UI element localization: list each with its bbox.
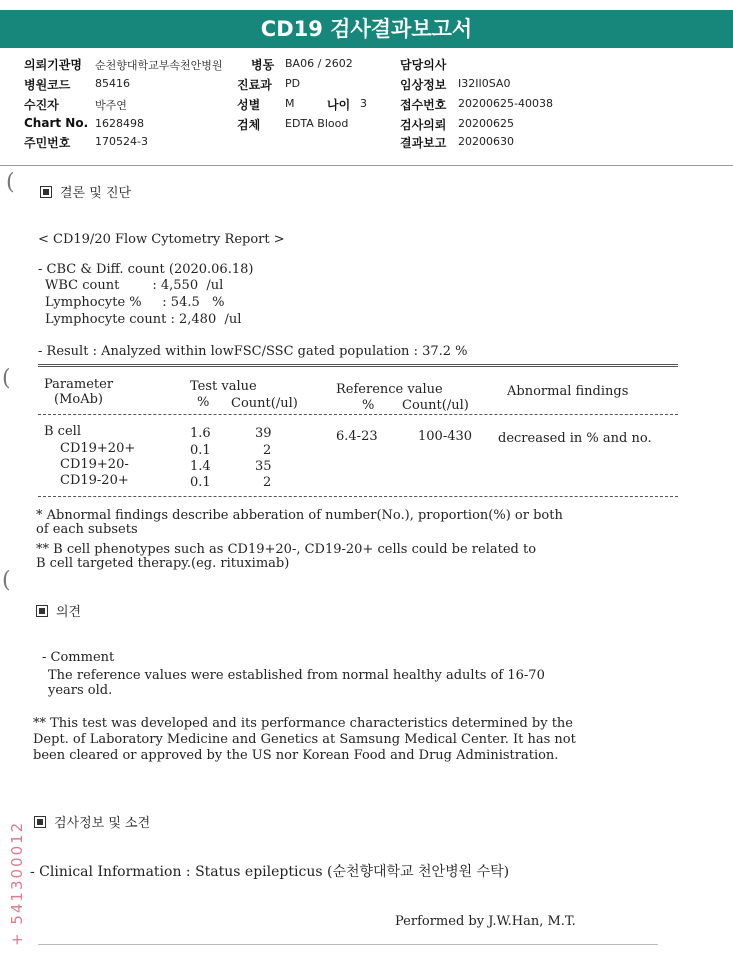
disclaimer-line-2: Dept. of Laboratory Medicine and Genetics at Samsung Medical Center. It has not [33,732,576,747]
th-test-value: Test value [190,379,257,394]
patient-header [0,48,733,166]
report-heading: < CD19/20 Flow Cytometry Report > [38,232,285,247]
comment-line-2: years old. [48,683,113,698]
row-b-cell-pct: 1.6 [190,426,211,441]
th-ref-pct: % [362,398,375,413]
row-cd19n20p-param: CD19-20+ [60,473,129,488]
dashed-rule [38,414,678,415]
th-test-pct: % [197,395,210,410]
ward-label: 병동 [251,58,275,72]
row-b-cell-ref-count: 100-430 [418,429,473,444]
th-moab: (MoAb) [54,392,103,407]
report-date-label: 결과보고 [400,136,447,150]
dept-label: 진료과 [237,78,272,92]
note-2-cont: B cell targeted therapy.(eg. rituximab) [36,556,290,571]
resident-no-label: 주민번호 [24,136,71,150]
th-abnormal: Abnormal findings [507,384,629,399]
clinical-info-label: 임상정보 [400,78,447,92]
section-opinion-label: 의견 [56,605,82,620]
dashed-rule [38,496,678,497]
resident-no-value: 170524-3 [95,135,148,148]
row-cd19n20p-pct: 0.1 [190,475,211,490]
disclaimer-line-3: been cleared or approved by the US nor Korean Food and Drug Administration. [33,748,559,763]
scan-mark: ( [2,568,11,593]
note-1-cont: of each subsets [36,522,138,537]
cbc-title: - CBC & Diff. count (2020.06.18) [38,262,254,277]
section-opinion [36,601,81,620]
lymphocyte-percent: Lymphocyte % : 54.5 % [45,295,225,310]
report-title: CD19 검사결과보고서 [0,10,733,48]
ward-value: BA06 / 2602 [285,57,353,70]
specimen-label: 검체 [237,118,261,132]
patient-label: 수진자 [24,98,59,112]
note-2: ** B cell phenotypes such as CD19+20-, CD19-20+ cells could be related to [36,542,537,557]
row-cd19p20p-pct: 0.1 [190,443,211,458]
section-exam-info [34,812,150,831]
doctor-label: 담당의사 [400,58,447,72]
report-date-value: 20200630 [458,135,514,148]
specimen-value: EDTA Blood [285,117,349,130]
row-cd19p20n-count: 35 [255,459,272,474]
section-square-icon [36,605,48,617]
scan-mark: ( [6,170,15,195]
comment-line-1: The reference values were established from normal healthy adults of 16-70 [48,668,545,683]
section-square-icon [34,816,46,828]
receipt-no-value: 20200625-40038 [458,97,553,110]
lymphocyte-count: Lymphocyte count : 2,480 /ul [45,312,242,327]
hospital-code-value: 85416 [95,77,130,90]
sex-label: 성별 [237,98,261,112]
hospital-code-label: 병원코드 [24,78,71,92]
row-b-cell-ref-pct: 6.4-23 [336,429,378,444]
th-parameter: Parameter [44,377,114,392]
row-b-cell-param: B cell [44,424,81,439]
chart-no-label: Chart No. [24,116,89,130]
row-cd19p20p-param: CD19+20+ [60,441,136,456]
row-b-cell-finding: decreased in % and no. [498,431,652,446]
institution-value: 순천향대학교부속천안병원 [95,59,223,72]
section-conclusion [40,182,131,201]
note-1: * Abnormal findings describe abberation of number(No.), proportion(%) or both [36,508,563,523]
institution-label: 의뢰기관명 [24,58,82,72]
clinical-information: - Clinical Information : Status epilepticus (순천향대학교 천안병원 수탁) [30,864,510,880]
th-ref-count: Count(/ul) [402,398,469,413]
th-ref-value: Reference value [336,382,443,397]
request-date-value: 20200625 [458,117,514,130]
chart-no-value: 1628498 [95,117,144,130]
scanned-report [0,166,733,957]
section-square-icon [40,186,52,198]
age-label: 나이 [327,98,351,112]
patient-value: 박주연 [95,99,127,112]
double-rule [38,364,678,367]
performed-by: Performed by J.W.Han, M.T. [395,914,576,929]
section-conclusion-label: 결론 및 진단 [60,186,132,201]
wbc-count: WBC count : 4,550 /ul [45,278,224,293]
section-exam-info-label: 검사정보 및 소견 [54,816,151,831]
row-cd19p20n-pct: 1.4 [190,459,211,474]
bottom-edge [38,944,658,945]
disclaimer-line-1: ** This test was developed and its performance characteristics determined by the [33,716,573,731]
row-b-cell-count: 39 [255,426,272,441]
row-cd19n20p-count: 2 [263,475,272,490]
sex-value: M [285,97,295,110]
row-cd19p20n-param: CD19+20- [60,457,129,472]
comment-title: - Comment [42,650,115,665]
age-value: 3 [360,97,367,110]
row-cd19p20p-count: 2 [263,443,272,458]
th-test-count: Count(/ul) [231,396,298,411]
scan-mark: ( [2,366,11,391]
request-date-label: 검사의뢰 [400,118,447,132]
dept-value: PD [285,77,301,90]
clinical-info-value: I32II0SA0 [458,77,511,90]
receipt-no-label: 접수번호 [400,98,447,112]
red-stamp: + 541300012 [8,820,26,946]
result-line: - Result : Analyzed within lowFSC/SSC gated population : 37.2 % [38,344,468,359]
